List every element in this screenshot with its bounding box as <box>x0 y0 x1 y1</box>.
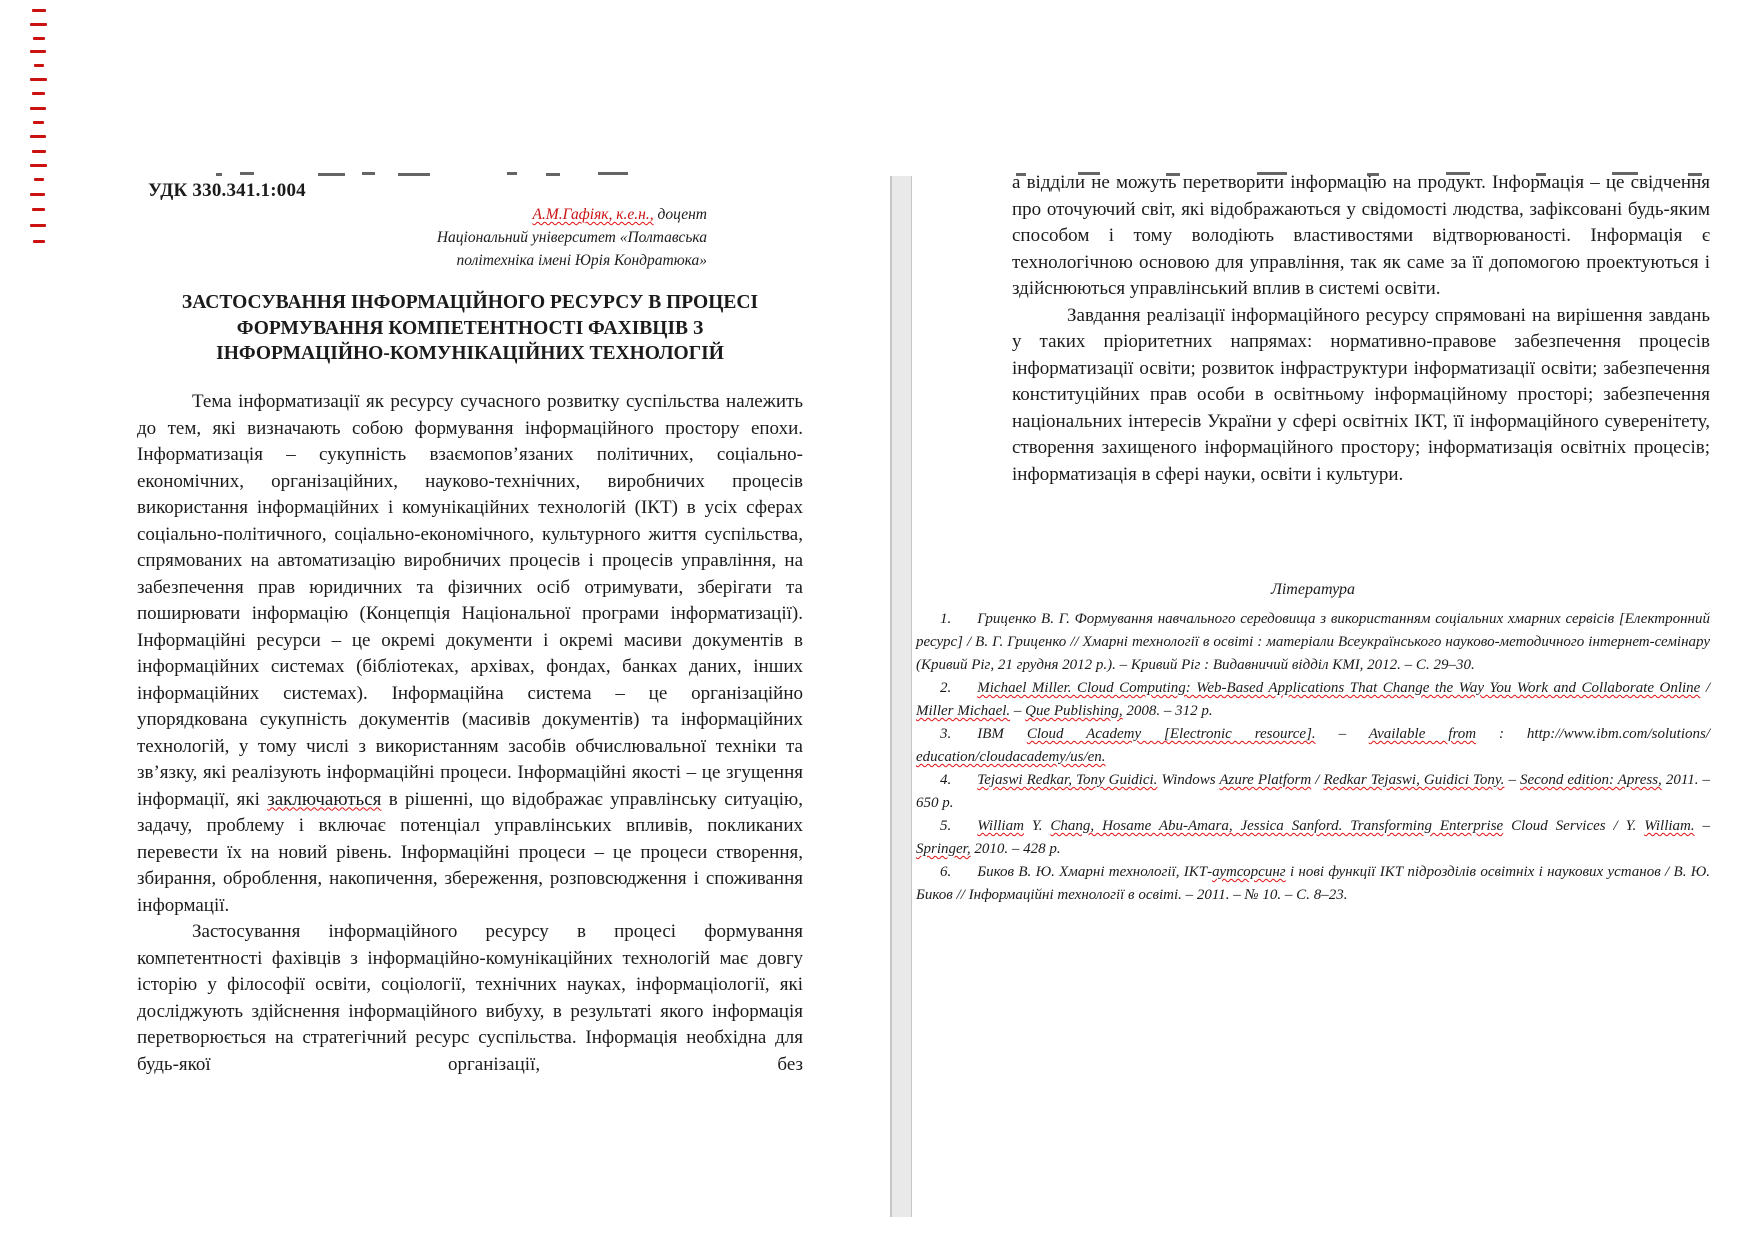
text-run: Cloud Services / Y. <box>1503 818 1645 834</box>
reference-text <box>916 680 1710 719</box>
reference-number: 4. <box>940 772 952 788</box>
cropped-text-dash <box>598 172 628 175</box>
revision-mark <box>30 23 47 26</box>
revision-mark <box>32 150 46 153</box>
revision-mark <box>30 50 46 53</box>
spellcheck-flagged-text: А.М.Гафіяк, к.е.н., <box>532 206 654 223</box>
text-run: Тема інформатизації як ресурсу сучасного розвитку суспільства належить до тем, які визначають собою формування інформаційного простору епохи. Інформатизація – сукупність взаємопов’язаних політичних, соціально-економічних, організаційних, науково-технічних, виробничих процесів використання інформаційних і комунікаційних технологій (ІКТ) в усіх сферах соціально-політичного, соціально-економічного, культурного життя суспільства, спрямованих на автоматизацію виробничих процесів і процесів управління, на забезпечення прав юридичних та фізичних осіб отримувати, зберігати та поширювати інформацію (Концепція Національної програми інформатизації). Інформаційні ресурси – це окремі документи і окремі масиви документів в інформаційних системах (бібліотеках, архівах, фондах, банках даних, інших інформаційних системах). Інформаційна система – це організаційно упорядкована сукупність документів (масивів документів) та інформаційних технологій, у тому числі з використанням засобів обчислювальної техніки та зв’язку, які реалізують інформаційні процеси. Інформаційні якості – це згущення інформації, які <box>137 391 803 810</box>
reference-text <box>916 864 1710 903</box>
text-run: – <box>1504 772 1520 788</box>
spellcheck-flagged-text: Cloud Academy [Electronic resource]. <box>1026 726 1316 742</box>
revision-mark <box>33 37 45 40</box>
reference-number: 5. <box>940 818 952 834</box>
cropped-text-dash <box>318 173 345 176</box>
reference-item <box>916 815 1710 861</box>
spellcheck-flagged-text: William. <box>1644 818 1695 834</box>
article-title <box>137 290 803 367</box>
reference-text <box>916 611 1710 673</box>
text-run: – <box>1010 703 1026 719</box>
text-run: 2010. – 428 p. <box>970 841 1061 857</box>
text-run: 2011. – 650 p. <box>916 772 1710 811</box>
body-paragraph <box>137 389 803 919</box>
spellcheck-flagged-text: Michael Miller. Cloud Computing: Web-Based Applications That Change the Way You Work and Collaborate Online <box>977 680 1701 696</box>
revision-mark <box>30 78 47 81</box>
references-section <box>916 578 1710 907</box>
title-line-3: ІНФОРМАЦІЙНО-КОМУНІКАЦІЙНИХ ТЕХНОЛОГІЙ <box>216 343 724 364</box>
text-run: Гриценко В. Г. Формування навчального середовища з використанням соціальних хмарних сервісів [Електронний ресурс] / В. Г. Гриценко // Хмарні технології в освіті : матеріали Всеукраїнського науково-методичного інтернет-семінару (Кривий Ріг, 21 грудня 2012 р.). – Кривий Ріг : Видавничий відділ КМІ, 2012. – С. 29–30. <box>916 611 1710 673</box>
references-heading: Література <box>1271 581 1355 598</box>
spellcheck-flagged-text: Azure Platform <box>1219 772 1312 788</box>
reference-item <box>916 677 1710 723</box>
cropped-text-dash <box>398 173 430 176</box>
cropped-text-dash <box>362 172 375 175</box>
author-line <box>137 203 707 226</box>
text-run: / <box>1700 680 1711 696</box>
text-run: доцент <box>653 206 707 223</box>
body-paragraph: Застосування інформаційного ресурсу в процесі формування компетентності фахівців з інформаційно-комунікаційних технологій має довгу історію у філософії освіти, соціології, технічних науках, інформаціології, які досліджують здійснення інформаційного вибуху, в результаті якого інформація перетворюється на стратегічний ресурс суспільства. Інформація необхідна для будь-якої організації, без <box>137 921 803 1075</box>
text-run: : http://www.ibm.com/solutions/ <box>1476 726 1710 742</box>
spellcheck-flagged-text: education/cloudacademy/us/en. <box>916 749 1106 765</box>
revision-mark <box>33 121 44 124</box>
revision-mark <box>30 224 46 227</box>
text-run: в рішенні, що відображає управлінську ситуацію, задачу, проблему і включає потенціал управлінських впливів, покликаних перевести їх на новий рівень. Інформаційні процеси – це процеси створення, збирання, оброблення, накопичення, збереження, розповсюдження і споживання інформації. <box>137 788 803 916</box>
cropped-text-dash <box>546 173 560 176</box>
spellcheck-flagged-text: Tejaswi Redkar, Tony Guidici. <box>977 772 1158 788</box>
reference-number: 3. <box>940 726 952 742</box>
revision-mark <box>34 64 44 67</box>
revision-mark <box>30 164 47 167</box>
cropped-text-dash <box>507 172 517 175</box>
cropped-text-dash <box>216 173 222 176</box>
body-paragraph: а відділи не можуть перетворити інформацію на продукт. Інформація – це свідчення про оточуючий світ, які відображаються у свідомості людства, зафіксовані будь-яким способом і тому володіють властивостями відтворюваності. Інформація є технологічною основою для управління, так як саме за її допомогою проектуються і здійснюються управлінський вплив в системі освіти. <box>1012 172 1710 299</box>
revision-mark <box>30 135 46 138</box>
spellcheck-flagged-text: аутсорсинг <box>1212 864 1286 880</box>
title-line-2: ФОРМУВАННЯ КОМПЕТЕНТНОСТІ ФАХІВЦІВ З <box>236 317 704 339</box>
reference-item <box>916 608 1710 677</box>
institution-line-1: Національний університет «Полтавська <box>436 229 707 246</box>
spellcheck-flagged-text: Second edition: Apress, <box>1520 772 1662 788</box>
text-run: і нові функції ІКТ підрозділів освітніх і наукових установ / В. Ю. Биков // Інформаційні технології в освіті. – 2011. – № 10. – С. 8–23. <box>916 864 1710 903</box>
spellcheck-flagged-text: Springer, <box>916 841 971 857</box>
body-paragraph: Завдання реалізації інформаційного ресурсу спрямовані на вирішення завдань у таких пріоритетних напрямах: нормативно-правове забезпечення процесів інформатизації освіти; розвиток інфраструктури інформатизації освіти; забезпечення конституційних прав особи в освітньому інформаційному просторі; забезпечення національних інтересів України у сфері освітніх ІКТ, її інформаційного суверенітету, створення захищеного інформаційного простору; інформатизація освітніх процесів; інформатизація в сфері науки, освіти і культури. <box>1012 304 1710 485</box>
spellcheck-flagged-text: Chang, Hosame Abu-Amara, Jessica Sanford. Transforming Enterprise <box>1050 818 1504 834</box>
author-block <box>137 203 707 272</box>
reference-item <box>916 723 1710 769</box>
spellcheck-flagged-text: Que Publishing, <box>1025 703 1123 719</box>
revision-mark <box>32 92 45 95</box>
udk-line: УДК 330.341.1:004 <box>148 180 306 201</box>
reference-number: 2. <box>940 680 952 696</box>
revision-mark <box>32 208 45 211</box>
spellcheck-flagged-text: William <box>977 818 1024 834</box>
text-run: – <box>1315 726 1369 742</box>
reference-text <box>916 772 1710 811</box>
text-run: – <box>1694 818 1711 834</box>
text-run: Windows <box>1157 772 1220 788</box>
cropped-text-dash <box>240 172 254 175</box>
revision-mark <box>30 107 46 110</box>
page-1-body <box>137 389 803 1078</box>
spellcheck-flagged-text: Redkar Tejaswi, Guidici Tony. <box>1323 772 1505 788</box>
page-2-body <box>1012 170 1710 488</box>
text-run: Y. <box>1023 818 1051 834</box>
title-line-1: ЗАСТОСУВАННЯ ІНФОРМАЦІЙНОГО РЕСУРСУ В ПРОЦЕСІ <box>181 292 759 313</box>
spellcheck-flagged-text: Miller Michael. <box>916 703 1011 719</box>
references-list <box>916 608 1710 907</box>
text-run: Биков В. Ю. Хмарні технології, ІКТ- <box>977 864 1213 880</box>
text-run: 2008. – 312 p. <box>1122 703 1213 719</box>
text-run: IBM <box>977 726 1027 742</box>
reference-number: 6. <box>940 864 952 880</box>
institution-line-2: політехніка імені Юрія Кондратюка» <box>456 252 707 269</box>
reference-number: 1. <box>940 611 952 627</box>
revision-mark <box>30 193 45 196</box>
reference-text <box>916 818 1710 857</box>
reference-item <box>916 861 1710 907</box>
spellcheck-flagged-text: заключаються <box>267 788 382 810</box>
spellcheck-flagged-text: Available from <box>1368 726 1477 742</box>
revision-mark <box>32 9 46 12</box>
text-run: / <box>1311 772 1324 788</box>
reference-item <box>916 769 1710 815</box>
page-divider <box>890 176 912 1217</box>
revision-mark <box>33 240 45 243</box>
reference-text <box>916 726 1710 765</box>
revision-mark <box>34 178 44 181</box>
